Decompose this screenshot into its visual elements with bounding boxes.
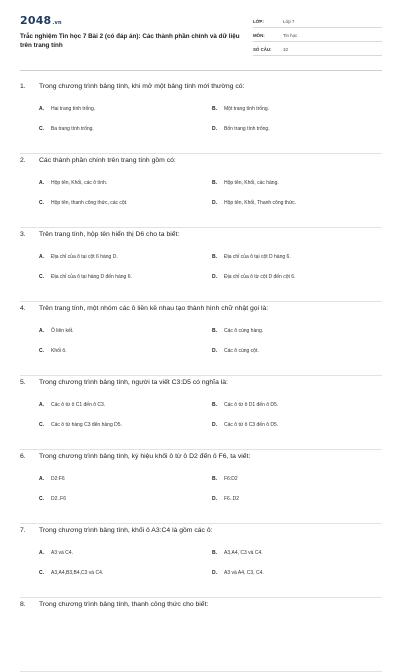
info-label-question-count: SỐ CÂU: — [253, 47, 272, 52]
answer-option[interactable] — [212, 402, 278, 408]
option-letter: A. — [39, 106, 44, 112]
option-letter: B. — [212, 180, 217, 186]
info-value-class: Lớp 7 — [283, 19, 295, 24]
option-text: Địa chỉ của ô từ cột D đến cột 6. — [224, 274, 296, 280]
question-prompt: Trong chương trình bảng tính, ký hiệu khối ô từ ô D2 đến ô F6, ta viết: — [39, 453, 251, 460]
question-text — [20, 453, 250, 460]
answer-option[interactable] — [39, 476, 65, 482]
option-text: Các ô cùng cột. — [224, 348, 259, 354]
question-text — [20, 305, 268, 312]
option-letter: D. — [212, 274, 217, 280]
question-prompt: Các thành phần chính trên trang tính gồm có: — [39, 157, 176, 164]
option-letter: B. — [212, 254, 217, 260]
option-letter: A. — [39, 476, 44, 482]
logo-suffix-text: .vn — [52, 20, 62, 26]
question-item — [20, 154, 382, 228]
option-text: Hộp tên, thanh công thức, các cột. — [51, 200, 128, 206]
option-text: A3,A4, C3 và C4. — [224, 550, 263, 556]
option-letter: A. — [39, 550, 44, 556]
option-letter: C. — [39, 126, 44, 132]
question-item — [20, 376, 382, 450]
answer-option[interactable] — [212, 126, 270, 132]
option-text: A3,A4,B3,B4,C3 và C4. — [51, 570, 104, 576]
option-text: Các ô từ hàng C3 đến hàng D5. — [51, 422, 122, 428]
option-text: Hai trang tính trống. — [51, 106, 96, 112]
option-text: A3 và A4, C3, C4. — [224, 570, 264, 576]
option-text: Các ô từ ô D1 đến ô D5. — [224, 402, 279, 408]
option-letter: C. — [39, 200, 44, 206]
question-prompt: Trong chương trình bảng tính, người ta viết C3:D5 có nghĩa là: — [39, 379, 228, 386]
answer-option[interactable] — [39, 274, 132, 280]
option-letter: D. — [212, 496, 217, 502]
answer-option[interactable] — [212, 570, 264, 576]
answer-option[interactable] — [39, 422, 122, 428]
option-text: Hộp tên, Khối, Thanh công thức. — [224, 200, 297, 206]
option-letter: A. — [39, 180, 44, 186]
answer-option[interactable] — [39, 180, 107, 186]
question-number: 8. — [20, 601, 26, 608]
page-title: Trắc nghiệm Tin học 7 Bài 2 (có đáp án): Các thành phần chính và dữ liệu trên trang tính — [20, 33, 240, 49]
option-text: Các ô từ ô C3 đến ô D5. — [224, 422, 279, 428]
option-letter: D. — [212, 126, 217, 132]
option-letter: A. — [39, 328, 44, 334]
option-text: Địa chỉ của ô tại cột 6 hàng D. — [51, 254, 118, 260]
answer-option[interactable] — [39, 200, 127, 206]
answer-option[interactable] — [39, 348, 67, 354]
answer-option[interactable] — [212, 274, 295, 280]
option-text: Hộp tên, Khối, các hàng. — [224, 180, 279, 186]
question-item — [20, 598, 382, 672]
option-letter: B. — [212, 328, 217, 334]
option-letter: B. — [212, 550, 217, 556]
question-item — [20, 228, 382, 302]
option-text: D2:F6 — [51, 476, 65, 482]
question-list — [20, 80, 382, 672]
question-text — [20, 527, 213, 534]
question-item — [20, 524, 382, 598]
info-row-question-count — [253, 44, 382, 56]
option-letter: B. — [212, 476, 217, 482]
answer-option[interactable] — [212, 422, 278, 428]
option-text: Địa chỉ của ô tại cột D hàng 6. — [224, 254, 291, 260]
logo-main-text: 2048 — [20, 14, 52, 27]
answer-option[interactable] — [39, 328, 74, 334]
option-text: F6:D2 — [224, 476, 238, 482]
option-text: Một trang tính trống. — [224, 106, 270, 112]
answer-option[interactable] — [39, 550, 73, 556]
option-letter: C. — [39, 348, 44, 354]
answer-option[interactable] — [212, 106, 269, 112]
page-header — [20, 14, 382, 66]
option-letter: A. — [39, 254, 44, 260]
question-text — [20, 601, 208, 608]
question-item — [20, 450, 382, 524]
question-number: 4. — [20, 305, 26, 312]
info-label-subject: MÔN: — [253, 33, 265, 38]
option-text: Bốn trang tính trống. — [224, 126, 270, 132]
question-text — [20, 379, 228, 386]
option-text: F6..D2 — [224, 496, 240, 502]
question-number: 2. — [20, 157, 26, 164]
option-letter: D. — [212, 200, 217, 206]
question-text — [20, 83, 244, 90]
option-letter: D. — [212, 348, 217, 354]
option-letter: D. — [212, 422, 217, 428]
question-prompt: Trong chương trình bảng tính, khối ô A3:C4 là gồm các ô: — [39, 527, 213, 534]
info-value-question-count: 10 — [283, 47, 288, 52]
option-text: A3 và C4. — [51, 550, 73, 556]
option-text: Các ô cùng hàng. — [224, 328, 264, 334]
answer-option[interactable] — [212, 200, 296, 206]
option-letter: A. — [39, 402, 44, 408]
question-number: 6. — [20, 453, 26, 460]
option-text: Các ô từ ô C1 đến ô C3. — [51, 402, 106, 408]
option-letter: C. — [39, 274, 44, 280]
option-text: Hộp tên, Khối, các ô tính. — [51, 180, 108, 186]
answer-option[interactable] — [39, 570, 103, 576]
answer-option[interactable] — [212, 180, 279, 186]
answer-option[interactable] — [39, 126, 94, 132]
option-letter: C. — [39, 496, 44, 502]
option-text: D2..F6 — [51, 496, 67, 502]
info-row-class — [253, 16, 382, 28]
answer-option[interactable] — [39, 402, 105, 408]
question-number: 5. — [20, 379, 26, 386]
question-prompt: Trong chương trình bảng tính, khi mở một bảng tính mới thường có: — [39, 83, 245, 90]
quiz-info-panel — [253, 16, 382, 58]
answer-option[interactable] — [212, 550, 263, 556]
question-prompt: Trong chương trình bảng tính, thanh công thức cho biết: — [39, 601, 209, 608]
answer-option[interactable] — [212, 254, 291, 260]
answer-option[interactable] — [212, 348, 259, 354]
answer-option[interactable] — [212, 476, 238, 482]
option-text: Ô liên kết. — [51, 328, 74, 334]
question-prompt: Trên trang tính, hộp tên hiển thị D6 cho ta biết: — [39, 231, 180, 238]
header-divider — [20, 70, 382, 71]
option-text: Địa chỉ của ô tại hàng D đến hàng 6. — [51, 274, 132, 280]
option-letter: C. — [39, 570, 44, 576]
info-value-subject: Tin học — [283, 33, 298, 38]
question-text — [20, 157, 176, 164]
question-prompt: Trên trang tính, một nhóm các ô liền kề nhau tạo thành hình chữ nhật gọi là: — [39, 305, 269, 312]
question-item — [20, 80, 382, 154]
answer-option[interactable] — [212, 328, 263, 334]
question-number: 7. — [20, 527, 26, 534]
answer-option[interactable] — [212, 496, 239, 502]
option-letter: C. — [39, 422, 44, 428]
option-text: Ba trang tính trống. — [51, 126, 94, 132]
option-letter: B. — [212, 402, 217, 408]
info-label-class: LỚP: — [253, 19, 264, 24]
question-item — [20, 302, 382, 376]
question-number: 1. — [20, 83, 26, 90]
answer-option[interactable] — [39, 106, 95, 112]
option-letter: D. — [212, 570, 217, 576]
option-text: Khối ô. — [51, 348, 67, 354]
option-letter: B. — [212, 106, 217, 112]
question-number: 3. — [20, 231, 26, 238]
question-text — [20, 231, 179, 238]
site-logo[interactable] — [20, 14, 62, 27]
answer-option[interactable] — [39, 254, 118, 260]
info-row-subject — [253, 30, 382, 42]
answer-option[interactable] — [39, 496, 66, 502]
